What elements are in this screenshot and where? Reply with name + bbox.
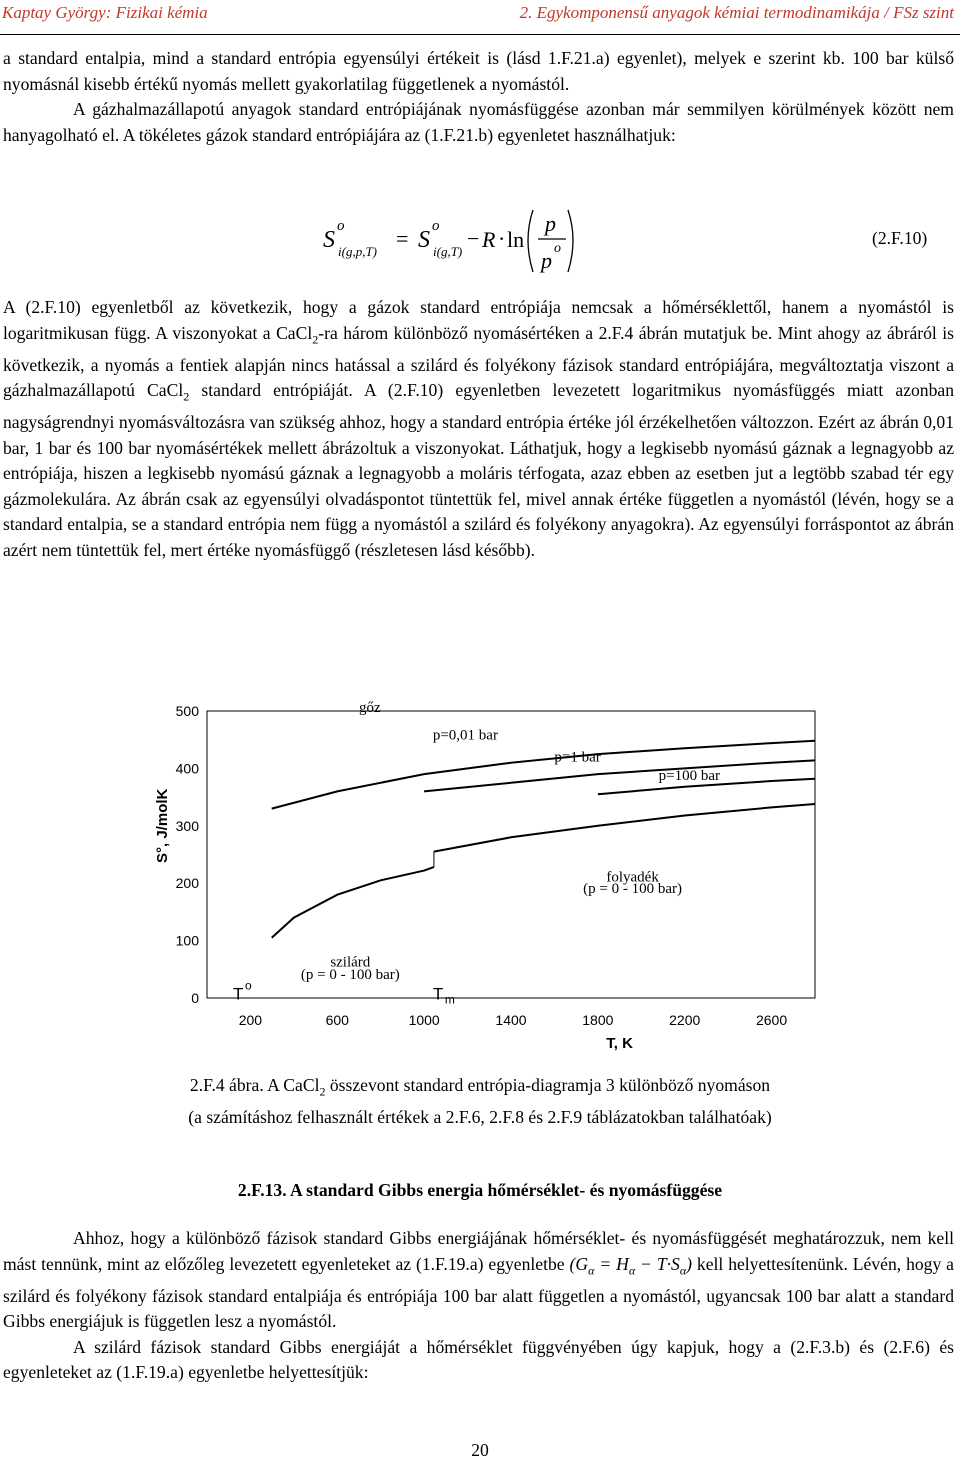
caption-sub: 2 <box>319 1084 326 1099</box>
eq-S1: S <box>323 227 335 253</box>
y-tick-label: 500 <box>175 703 199 719</box>
eq-o2: o <box>432 218 440 234</box>
equation-svg <box>0 200 960 280</box>
annotation-Tm: T <box>432 984 444 1004</box>
annotation-p1: p=1 bar <box>554 749 601 766</box>
annotation-goz: gőz <box>359 700 381 717</box>
eq-po: p <box>541 248 552 273</box>
series-line <box>434 804 815 852</box>
body2-text-1: Ahhoz, hogy a különböző fázisok standard Gibbs energiájának hőmérséklet- és nyomásfüggését meghatározzuk, nem kell mást tennünk, mint az előzőleg levezetett egyenleteket az (1.F.19.a) egyenletbe <box>3 1228 954 1274</box>
x-tick-label: 1000 <box>408 1012 440 1028</box>
cacl2-sub-1: 2 <box>312 332 319 347</box>
series-line <box>424 760 815 791</box>
intro-text: a standard entalpia, mind a standard entrópia egyensúlyi értékeit is (lásd 1.F.21.a) egyenlet), melyek e szerint kb. 100 bar külső nyomásnál kisebb értékű nyomás mellett gyakorlatilag függetlenek a nyomástól. <box>3 48 954 94</box>
body-text-2: -ra három különböző nyomásértéken a 2.F.4 ábrán mutatjuk be. Mint ahogy az ábráról is következik, a nyomás a fentiek alapján nincs hatással a szilárd és folyékony fázisok standard entrópiájára, megváltoztatja viszont a gázhalmazállapotú CaCl <box>3 322 954 401</box>
figure-caption <box>0 1073 960 1131</box>
eq-sub2: i(g,T) <box>433 244 463 259</box>
x-tick-label: 1800 <box>582 1012 614 1028</box>
entropy-chart <box>145 693 825 1063</box>
eq-minus: − <box>467 226 480 251</box>
body-text-1: A (2.F.10) egyenletből az következik, hogy a gázok standard entrópiája nemcsak a hőmérséklettől, hanem a nyomástól is logaritmikusan függ. A viszonyokat a CaCl <box>3 297 954 343</box>
chart-plot-area <box>154 700 815 1052</box>
eq-equals: = <box>396 226 409 251</box>
caption-line-1b: összevont standard entrópia-diagramja 3 különböző nyomáson <box>325 1075 771 1095</box>
page-number: 20 <box>471 1440 489 1460</box>
x-tick-label: 200 <box>238 1012 263 1028</box>
series-line <box>272 867 434 938</box>
annotation-Tm-sub: m <box>444 992 455 1007</box>
cacl2-sub-2: 2 <box>183 389 190 404</box>
eq-sub1: i(g,p,T) <box>338 244 377 259</box>
body-text-3: standard entrópiáját. A (2.F.10) egyenletben levezetett logaritmikus nyomásfüggés miatt azonban nagyságrendnyi nyomásváltozásra van szükség ahhoz, hogy a standard entrópia értéke jól érzékelhetően változzon. Ezért az ábrán 0,01 bar, 1 bar és 100 bar nyomásértékek mellett ábrázoltuk a viszonyokat. Láthatjuk, hogy a legkisebb nyomású gáznak a legnagyobb az entrópiája, hiszen a legkisebb nyomású gáznak a legnagyobb a moláris térfogata, azaz ebben az esetben jut a legtöbb szabad tér egy gázmolekulára. Az ábrán csak az egyensúlyi olvadáspontot tüntettük fel, mivel annak értéke független a nyomástól (lévén, hogy se a standard entalpia, se a standard entrópia nem függ a nyomástól a szilárd és folyékony anyagokra). Az egyensúlyi forráspontot az ábrán azért nem tüntettük fel, mert értéke nyomásfüggő (részletesen lásd később). <box>3 380 955 560</box>
body2-text-3: A szilárd fázisok standard Gibbs energiáját a hőmérséklet függvényében úgy kapjuk, hogy a (2.F.3.b) és (2.F.6) és egyenleteket az (1.F.19.a) egyenletbe helyettesítjük: <box>3 1336 954 1383</box>
plot-frame <box>207 711 815 998</box>
caption-line-1 <box>0 1073 960 1105</box>
annotation-folyadek-2: (p = 0 - 100 bar) <box>583 880 683 897</box>
eq-o1: o <box>337 218 345 234</box>
eq-S2: S <box>418 227 430 253</box>
equation-number: (2.F.10) <box>872 228 928 248</box>
annotation-szilard-2: (p = 0 - 100 bar) <box>300 967 400 984</box>
eq-R: R <box>482 227 496 252</box>
eq-ln: ln <box>507 227 525 252</box>
intro-second: A gázhalmazállapotú anyagok standard entrópiájának nyomásfüggése azonban már semmilyen körülmények között nem hanyagolható el. A tökéletes gázok standard entrópiájára az (1.F.21.b) egyenletet használhatjuk: <box>3 99 954 145</box>
x-tick-label: 2200 <box>669 1012 701 1028</box>
body2-text-2: kell helyettesítenünk. Lévén, hogy a szilárd és folyékony fázisok standard entalpiája és entrópiája 100 bar alatt független a nyomástól, ugyancsak 100 bar alatt a standard Gibbs energiájuk is független lesz a nyomástól. <box>3 1253 954 1332</box>
y-tick-label: 200 <box>175 875 199 892</box>
intro-paragraph <box>3 46 954 148</box>
annotation-p001: p=0,01 bar <box>432 727 498 744</box>
eq-dot: · <box>498 226 506 251</box>
caption-line-2: (a számításhoz felhasznált értékek a 2.F.6, 2.F.8 és 2.F.9 táblázatokban találhatóak) <box>188 1107 772 1128</box>
y-tick-label: 300 <box>175 817 199 834</box>
annotation-folyadek-1: folyadék <box>606 869 659 886</box>
inline-gibbs-equation: $(G_\alpha = H_\alpha - T\cdot S_\alpha)$ <box>569 1253 692 1278</box>
series-line <box>272 741 815 809</box>
body2-paragraph <box>3 1226 954 1386</box>
equation-2F10 <box>0 200 960 280</box>
section-title: 2.F.13. A standard Gibbs energia hőmérséklet- és nyomásfüggése <box>237 1180 723 1200</box>
eq-left-paren <box>528 210 533 272</box>
header-chapter: 2. Egykomponensű anyagok kémiai termodinamikája / FSz szint <box>519 3 954 22</box>
annotation-To-sup: o <box>245 978 252 993</box>
y-tick-label: 400 <box>175 760 199 777</box>
eq-right-paren <box>568 210 573 272</box>
eq-p: p <box>545 211 556 236</box>
annotation-p100: p=100 bar <box>658 767 721 784</box>
y-axis-label: S°, J/molK <box>154 788 171 863</box>
y-tick-label: 0 <box>191 990 199 1006</box>
caption-line-1a: 2.F.4 ábra. A CaCl <box>189 1075 320 1095</box>
x-tick-label: 600 <box>325 1012 349 1028</box>
x-tick-label: 1400 <box>495 1012 527 1028</box>
y-tick-label: 100 <box>175 932 199 949</box>
page-header <box>0 0 960 35</box>
annotation-To: T <box>233 984 244 1004</box>
body-paragraph <box>3 295 954 563</box>
header-author: Kaptay György: Fizikai kémia <box>2 3 208 22</box>
x-axis-label: T, K <box>606 1035 633 1052</box>
annotation-szilard-1: szilárd <box>330 954 371 971</box>
x-tick-label: 2600 <box>755 1012 788 1028</box>
chart-svg <box>145 693 825 1058</box>
eq-po-sup: o <box>554 241 561 256</box>
